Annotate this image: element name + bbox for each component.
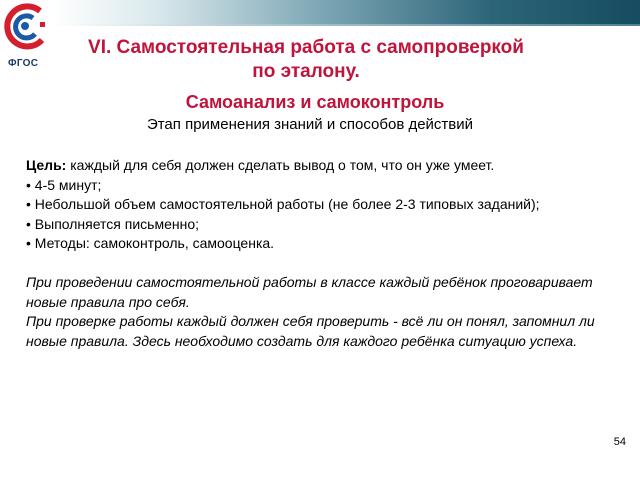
italic-paragraph-2: При проверке работы каждый должен себя проверить - всё ли он понял, запомнил ли новые правила. Здесь необходимо создать для каждого ребёнка ситуацию успеха.	[26, 313, 595, 349]
bullet-item: • 4-5 минут;	[26, 176, 102, 193]
slide-title	[56, 36, 556, 84]
fgos-logo-graphic	[2, 2, 48, 52]
bullet-item: • Небольшой объем самостоятельной работы (не более 2-3 типовых заданий);	[26, 196, 540, 212]
italic-paragraph-1: При проведении самостоятельной работы в классе каждый ребёнок проговаривает новые правила про себя.	[26, 274, 593, 310]
top-decorative-line	[52, 24, 640, 26]
logo-label: ФГОС	[8, 58, 39, 69]
top-decorative-band	[52, 0, 640, 24]
slide-title-line-2: по эталону.	[252, 61, 360, 82]
paragraph-spacer	[26, 254, 606, 274]
bullet-item: • Выполняется письменно;	[26, 215, 200, 232]
stage-description: Этап применения знаний и способов действий	[146, 116, 474, 133]
page-number: 54	[613, 436, 626, 448]
goal-text: каждый для себя должен сделать вывод о том, что он уже умеет.	[66, 157, 495, 173]
fgos-logo-icon	[2, 2, 48, 52]
slide-subtitle: Самоанализ и самоконтроль	[185, 92, 445, 112]
goal-label: Цель:	[26, 157, 67, 173]
bullet-item: • Методы: самоконтроль, самооценка.	[26, 235, 275, 251]
slide-title-line-1: VI. Самостоятельная работа с самопроверкой	[88, 37, 524, 58]
goal-paragraph	[26, 156, 606, 176]
slide-body	[26, 156, 606, 351]
